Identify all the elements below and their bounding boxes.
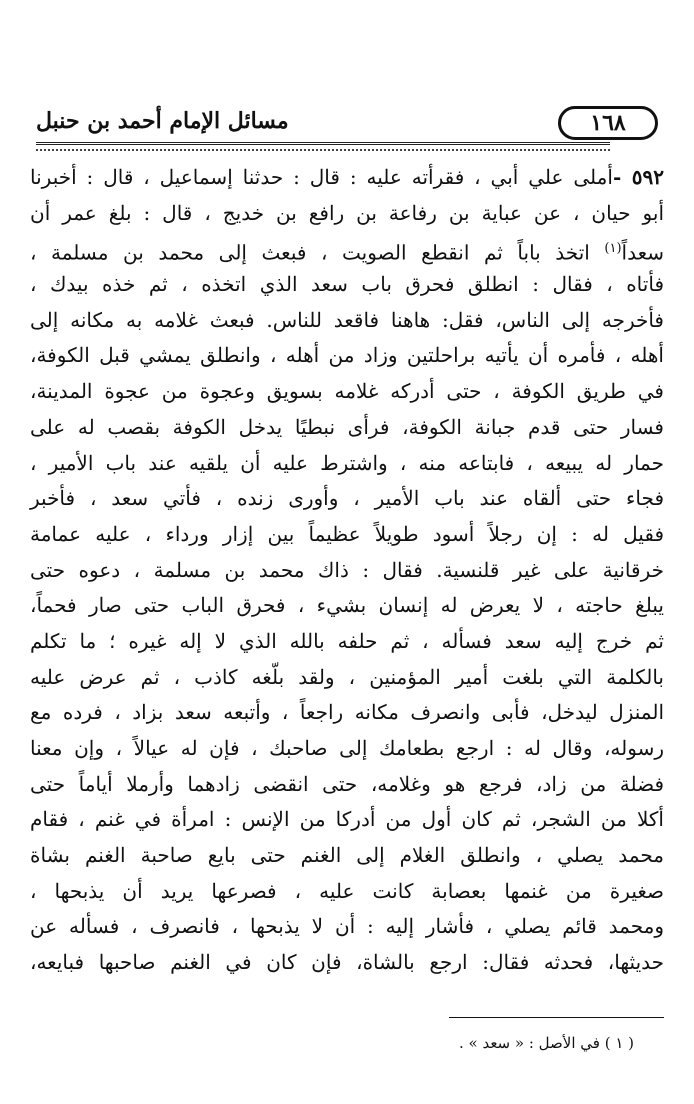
text-line: فسار حتى قدم جبانة الكوفة، فرأى نبطيًا يدخل الكوفة بقصب له على [30,414,664,439]
text-line: رسوله، وقال له : ارجع بطعامك إلى صاحبك ، فإن له عيالاً ، وإن معنا [30,736,664,760]
page-header [30,100,670,148]
footnote: ( ١ ) في الأصل : « سعد » . [458,1034,634,1052]
header-rule [36,142,610,145]
text-line: يبلغ حاجته ، لا يعرض له إنسان بشيء ، فحرق الباب حتى صار فحماً، [30,593,664,618]
text-line: فضلة من زاد، فرجع هو وغلامه، حتى انقضى زادهما وأرملا أياماً حتى [30,771,665,796]
text-line: محمد يصلي ، وانطلق الغلام إلى الغنم حتى بايع صاحبة الغنم بشاة [30,843,664,868]
text-line: فجاء حتى ألقاه عند باب الأمير ، وأورى زنده ، فأتي سعد ، فأخبر [30,486,664,511]
text-line: فأتاه ، فقال : انطلق فحرق باب سعد الذي اتخذه ، ثم خذه بيدك ، [30,272,664,297]
text-line: حديثها، فحدثه فقال: ارجع بالشاة، فإن كان في الغنم صاحبها فبايعه، [30,950,664,975]
header-dotted-rule [36,149,610,151]
issue-text [30,160,664,981]
text-line: في طريق الكوفة ، حتى أدركه غلامه بسويق وعجوة من عجوة المدينة، [30,379,664,404]
issue-number: ٥٩٢ - [612,165,665,189]
text-line: فقيل له : إن رجلاً أسود طويلاً عظيماً بين إزار ورداء ، عليه عمامة [30,521,664,546]
text-line: فأخرجه إلى الناس، فقل: هاهنا فاقعد للناس. فبعث غلامه به مكانه إلى [30,307,664,332]
text-line: ٥٩٢ -أملى علي أبي ، فقرأته عليه : قال : حدثنا إسماعيل ، قال : أخبرنا [30,165,665,189]
text-line: ثم خرج إليه سعد فسأله ، ثم حلفه بالله الذي لا إله غيره ؛ ما تكلم [30,628,664,653]
text-line: أهله ، فأمره أن يأتيه براحلتين وزاد من أهله ، وانطلق يمشي قبل الكوفة، [30,343,664,368]
text-line: سعداً$^{(١)}$ اتخذ باباً ثم انقطع الصويت ، فبعث إلى محمد بن مسلمة ، [30,241,665,266]
footnote-reference: (١) [604,241,622,257]
text-line: أكلا من الشجر، ثم كان أول من أدركا من الإنس : امرأة في غنم ، فقام [30,807,664,832]
text-line: ومحمد قائم يصلي ، فأشار إليه : أن لا يذبحها ، فانصرف ، فسأله عن [30,914,664,939]
text-line: المنزل ليدخل، فأبى وانصرف مكانه راجعاً ، وأتبعه سعد بزاد ، فرده مع [30,700,664,725]
text-line: خرقانية على غير قلنسية. فقال : ذاك محمد بن مسلمة ، دعوه حتى [30,557,664,582]
text-line: حمار له يبيعه ، فابتاعه منه ، واشترط عليه أن يلقيه عند باب الأمير ، [30,450,664,475]
footnote-separator [449,1017,664,1018]
page-number: ١٦٨ [558,106,658,140]
running-title: مسائل الإمام أحمد بن حنبل [36,108,289,134]
text-line: بالكلمة التي بلغت أمير المؤمنين ، ولقد بلّغه كاذب ، ثم عرض عليه [30,664,664,689]
text-line: أبو حيان ، عن عباية بن رفاعة بن رافع بن خديج ، قال : بلغ عمر أن [30,200,664,225]
text-line: صغيرة من غنمها بعصابة كانت عليه ، فصرعها يريد أن يذبحها ، [30,878,664,903]
